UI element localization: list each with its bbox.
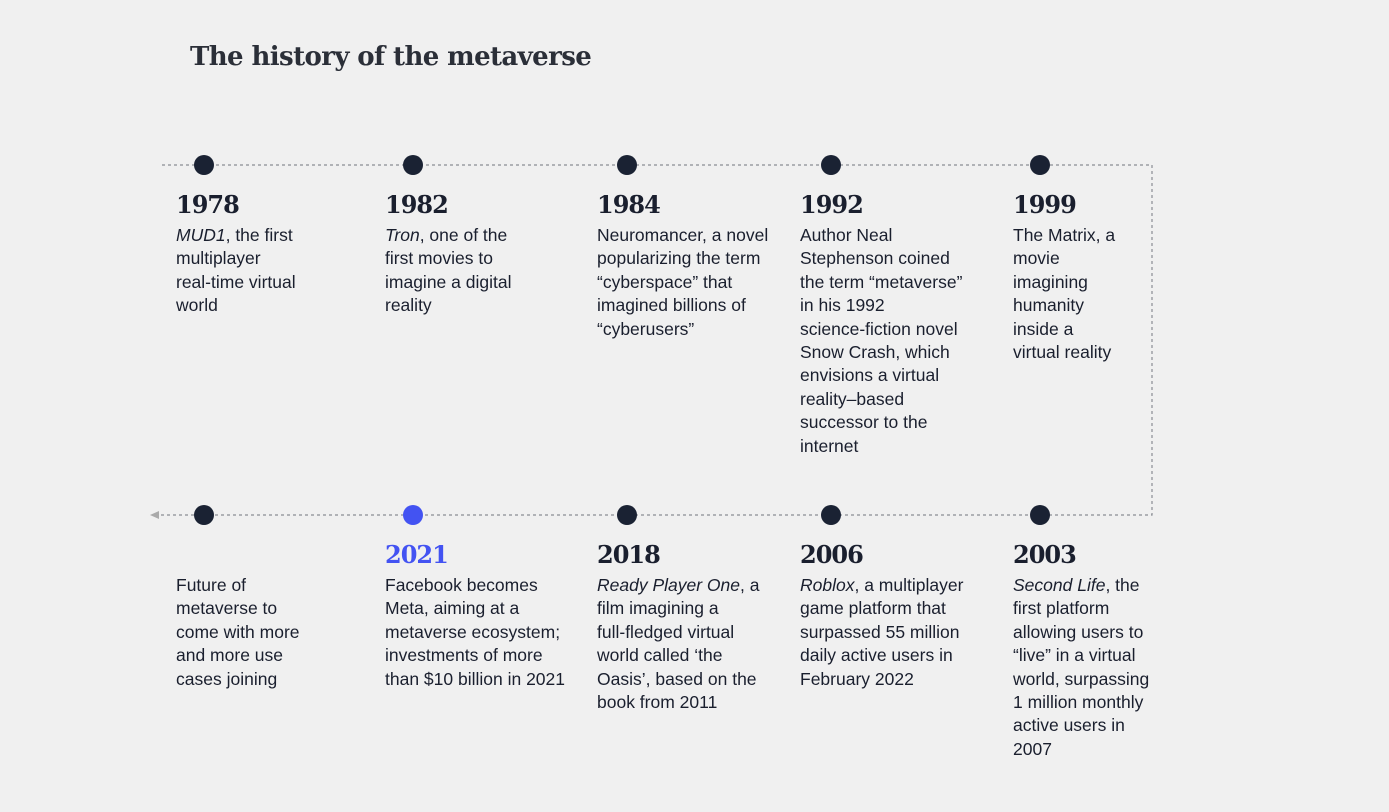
- timeline-event: [800, 540, 963, 691]
- timeline-dot: [821, 155, 841, 175]
- description-line: Future of: [176, 575, 247, 595]
- timeline-dot: [617, 155, 637, 175]
- timeline-dot: [1030, 505, 1050, 525]
- timeline-event: [800, 190, 962, 458]
- description-line: , a: [740, 575, 760, 595]
- description-line: 2007: [1013, 738, 1052, 759]
- timeline-dot: [617, 505, 637, 525]
- description-line: first movies to: [385, 248, 493, 269]
- description-line: Oasis’, based on the: [597, 668, 757, 689]
- description-line: science-fiction novel: [800, 318, 958, 339]
- description-line: imagine a digital: [385, 271, 512, 292]
- event-description: [176, 224, 296, 318]
- event-year: 1984: [597, 190, 660, 219]
- description-line: successor to the: [800, 412, 928, 433]
- description-line: popularizing the term: [597, 248, 761, 269]
- description-line: surpassed 55 million: [800, 621, 960, 642]
- description-line: “live” in a virtual: [1013, 645, 1136, 666]
- description-line: , a multiplayer: [854, 575, 964, 595]
- event-year: 1982: [385, 190, 448, 219]
- event-description: [800, 574, 963, 691]
- description-line: world called ‘the: [597, 645, 723, 666]
- description-line: , the: [1105, 575, 1140, 595]
- description-line: internet: [800, 435, 859, 456]
- description-line: Neuromancer, a novel: [597, 225, 769, 245]
- event-description: [800, 224, 962, 458]
- description-line: Meta, aiming at a: [385, 598, 520, 619]
- event-year: 1999: [1013, 190, 1076, 219]
- description-line: The Matrix, a: [1013, 225, 1116, 245]
- description-line: reality–based: [800, 388, 905, 409]
- timeline-event: [1013, 190, 1115, 364]
- event-year: 2003: [1013, 540, 1076, 569]
- event-description: [597, 574, 759, 714]
- timeline-dot: [194, 155, 214, 175]
- timeline-event: [176, 190, 296, 318]
- event-year: 1992: [800, 190, 863, 219]
- description-line: game platform that: [800, 598, 946, 619]
- event-title-italic: Ready Player One: [597, 575, 740, 595]
- description-line: “cyberusers”: [597, 318, 695, 339]
- description-line: full-fledged virtual: [597, 621, 735, 642]
- description-line: virtual reality: [1013, 342, 1112, 363]
- event-description: [597, 224, 768, 341]
- event-description: [385, 574, 565, 691]
- description-line: February 2022: [800, 668, 914, 689]
- timeline-event: [597, 190, 768, 341]
- description-line: investments of more: [385, 645, 543, 666]
- description-line: and more use: [176, 645, 284, 666]
- event-year: 1978: [176, 190, 239, 219]
- description-line: metaverse ecosystem;: [385, 621, 561, 642]
- description-line: daily active users in: [800, 645, 953, 666]
- description-line: “cyberspace” that: [597, 271, 733, 292]
- description-line: Snow Crash, which: [800, 342, 950, 363]
- description-line: book from 2011: [597, 692, 718, 713]
- event-title-italic: MUD1: [176, 225, 226, 245]
- description-line: , the first: [225, 225, 293, 245]
- description-line: film imagining a: [597, 598, 719, 619]
- description-line: multiplayer: [176, 248, 261, 269]
- timeline-event: [1013, 540, 1149, 761]
- page-title: The history of the metaverse: [190, 42, 592, 72]
- event-title-italic: Second Life: [1013, 575, 1106, 595]
- description-line: imagining: [1013, 271, 1088, 292]
- description-line: inside a: [1013, 318, 1074, 339]
- timeline-dot: [194, 505, 214, 525]
- description-line: imagined billions of: [597, 295, 746, 316]
- timeline-dot: [821, 505, 841, 525]
- event-title-italic: Tron: [385, 225, 420, 245]
- description-line: allowing users to: [1013, 621, 1144, 642]
- timeline-event: [597, 540, 759, 714]
- event-description: [1013, 224, 1115, 364]
- timeline-event: [176, 574, 300, 691]
- description-line: metaverse to: [176, 598, 278, 619]
- description-line: real-time virtual: [176, 271, 296, 292]
- description-line: envisions a virtual: [800, 365, 940, 386]
- description-line: 1 million monthly: [1013, 692, 1144, 713]
- event-description: [385, 224, 511, 318]
- timeline-dot: [1030, 155, 1050, 175]
- description-line: Stephenson coined: [800, 248, 950, 269]
- description-line: cases joining: [176, 668, 278, 689]
- event-description: [176, 574, 300, 691]
- description-line: Facebook becomes: [385, 575, 538, 595]
- description-line: the term “metaverse”: [800, 271, 963, 292]
- event-description: [1013, 574, 1149, 761]
- description-line: world: [176, 295, 218, 316]
- description-line: than $10 billion in 2021: [385, 668, 566, 689]
- event-title-italic: Roblox: [800, 575, 855, 595]
- timeline-dot: [403, 505, 423, 525]
- description-line: movie: [1013, 248, 1060, 269]
- description-line: , one of the: [419, 225, 508, 245]
- event-year: 2006: [800, 540, 863, 569]
- description-line: humanity: [1013, 295, 1085, 316]
- timeline-event: [385, 540, 565, 691]
- description-line: in his 1992: [800, 295, 885, 316]
- timeline-event: [385, 190, 511, 318]
- description-line: first platform: [1013, 598, 1110, 619]
- description-line: world, surpassing: [1013, 668, 1150, 689]
- description-line: Author Neal: [800, 225, 893, 245]
- timeline-dot: [403, 155, 423, 175]
- description-line: reality: [385, 295, 432, 316]
- description-line: come with more: [176, 621, 300, 642]
- event-year: 2021: [385, 540, 448, 569]
- event-year: 2018: [597, 540, 660, 569]
- description-line: active users in: [1013, 715, 1125, 736]
